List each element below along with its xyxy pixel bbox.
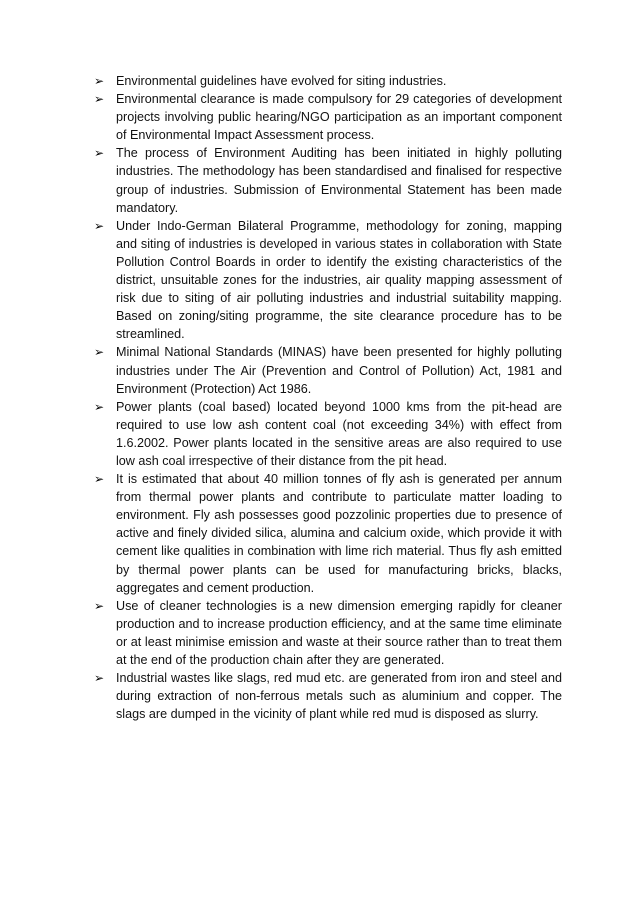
bullet-text: Minimal National Standards (MINAS) have been presented for highly polluting industries under The Air (Prevention and Control of Pollution) Act, 1981 and Environment (Protection) Act 1986. <box>116 345 562 396</box>
arrow-bullet-icon: ➢ <box>94 74 105 88</box>
arrow-bullet-icon: ➢ <box>94 146 105 161</box>
bullet-item <box>94 72 562 90</box>
bullet-text: Power plants (coal based) located beyond 1000 kms from the pit-head are required to use low ash content coal (not exceeding 34%) with effect from 1.6.2002. Power plants located in the sensitive areas are also required to use low ash coal irrespective of their distance from the pit head. <box>116 399 562 468</box>
bullet-item <box>94 398 562 470</box>
bullet-item <box>94 90 562 144</box>
bullet-item <box>94 144 562 216</box>
arrow-bullet-icon: ➢ <box>94 92 105 107</box>
bullet-item <box>94 217 562 344</box>
arrow-bullet-icon: ➢ <box>94 598 105 613</box>
arrow-bullet-icon: ➢ <box>94 218 105 233</box>
bullet-text: Use of cleaner technologies is a new dimension emerging rapidly for cleaner production and to increase production efficiency, and at the same time eliminate or at least minimise emission and waste at their source rather than to treat them at the end of the production chain after they are generated. <box>116 598 562 667</box>
arrow-bullet-icon: ➢ <box>94 399 105 414</box>
bullet-item <box>94 597 562 669</box>
bullet-item <box>94 470 562 597</box>
bullet-item <box>94 669 562 723</box>
bullet-text: It is estimated that about 40 million tonnes of fly ash is generated per annum from thermal power plants and contribute to particulate matter loading to environment. Fly ash possesses good pozzolinic properties due to presence of active and finely divided silica, alumina and calcium oxide, which provide it with cement like qualities in combination with lime rich material. Thus fly ash emitted by thermal power plants can be used for manufacturing bricks, blacks, aggregates and cement production. <box>116 472 562 595</box>
bullet-list <box>94 72 562 723</box>
bullet-text: Environmental clearance is made compulsory for 29 categories of development projects involving public hearing/NGO participation as an important component of Environmental Impact Assessment process. <box>116 92 562 143</box>
bullet-text: Industrial wastes like slags, red mud etc. are generated from iron and steel and during extraction of non-ferrous metals such as aluminium and copper. The slags are dumped in the vicinity of plant while red mud is disposed as slurry. <box>116 671 562 722</box>
arrow-bullet-icon: ➢ <box>94 345 105 360</box>
bullet-text: Environmental guidelines have evolved for siting industries. <box>116 74 447 88</box>
arrow-bullet-icon: ➢ <box>94 671 105 686</box>
bullet-text: Under Indo-German Bilateral Programme, methodology for zoning, mapping and siting of industries is developed in various states in collaboration with State Pollution Control Boards in order to identify the existing characteristics of the district, unsuitable zones for the industries, air quality mapping assessment of risk due to siting of air polluting industries and industrial suitability mapping. Based on zoning/siting programme, the site clearance procedure has to be streamlined. <box>116 218 562 342</box>
bullet-item <box>94 343 562 397</box>
bullet-text: The process of Environment Auditing has been initiated in highly polluting industries. The methodology has been standardised and finalised for respective group of industries. Submission of Environmental Statement has been made mandatory. <box>116 146 562 215</box>
arrow-bullet-icon: ➢ <box>94 472 105 487</box>
